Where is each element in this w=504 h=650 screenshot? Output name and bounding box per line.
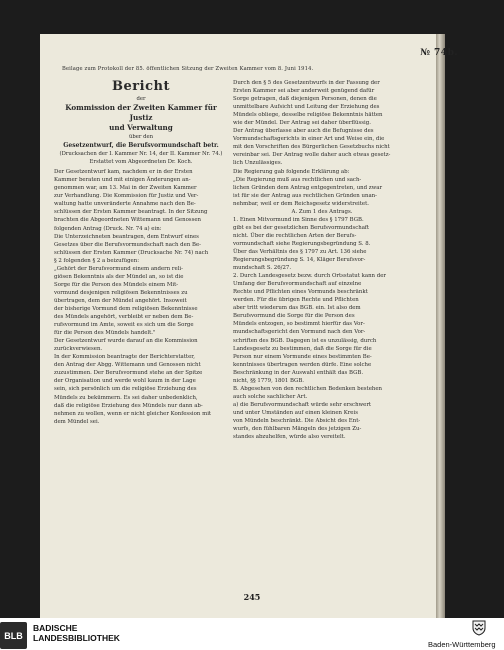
text-line: rufsvormund im Amte, soweit es sich um die Sorge (54, 322, 194, 329)
text-line: und unter Umständen auf einen kleinen Kreis (233, 409, 358, 416)
text-line: „Gehört der Berufsvormund einem andern reli- (54, 265, 183, 272)
text-line: Beschränkung in der Auswahl enthält das BGB. (233, 369, 364, 376)
text-line: Sorge getragen, daß diejenigen Personen, denen die (233, 96, 377, 103)
text-line: unmittelbare Aufsicht und Leitung der Erziehung des (233, 104, 380, 111)
text-line: 2. Durch Landesgesetz bezw. durch Ortsstatut kann der (233, 273, 386, 280)
text-line: folgenden Antrag (Druck. Nr. 74 a) ein: (54, 225, 162, 232)
text-line: Mündels obliege, desselbe religiöse Bekenntnis hätten (233, 112, 383, 119)
text-line: für die Person des Mündels handelt." (54, 330, 156, 337)
text-line: Umfang der Berufsvormundschaft auf einzelne (233, 281, 362, 288)
commission-title-2: und Verwaltung (109, 123, 173, 133)
text-line: Regierungsbegründung S. 14, Kläger Berufsvor- (233, 257, 366, 264)
text-line: Person nur einem Vormunde eines bestimmten Be- (233, 353, 372, 360)
text-line: Über das Verhältnis des § 1797 zu Art. 136 siehe (233, 248, 367, 255)
text-line: mit den Vorschriften des Bürgerlichen Gesetzbuchs nicht (233, 144, 390, 151)
text-line: standes abzuhelfen, würde also vereitelt. (233, 434, 346, 441)
text-line: lich Unzulässiges. (233, 160, 283, 167)
text-line: Landesgesetz zu bestimmen, daß die Sorge für die (233, 345, 372, 352)
text-line: zurückverwiesen. (54, 346, 103, 353)
left-column (54, 79, 228, 426)
text-line: In der Kommission beantragte der Berichterstatter, (54, 354, 195, 361)
blb-logo: BLB (0, 622, 27, 649)
text-line: dem Mündel sei. (54, 418, 100, 425)
text-line: Durch den § 5 des Gesetzentwurfs in der Fassung der (233, 80, 380, 86)
text-line: wie der Mündel. Der Antrag sei daher überflüssig. (233, 120, 371, 127)
section-a-heading: A. Zum 1 des Antrags. (291, 208, 353, 215)
text-line: nicht. Über die rechtlichen Arten der Berufs- (233, 232, 357, 239)
right-body-text (233, 79, 411, 208)
text-line: ist für sie der Antrag aus rechtlichen Gründen unan- (233, 192, 377, 199)
text-line: giösen Bekenntnis als der Mündel an, so ist die (54, 273, 184, 280)
page-edge (436, 34, 445, 618)
text-line: 1. Einen Mitvormund im Sinne des § 1797 BGB. (233, 216, 364, 223)
text-line: genommen war, am 13. Mai in der Zweiten Kammer (54, 185, 197, 192)
text-line: den Antrag der Abgg. Wittemann und Genossen nicht (54, 362, 201, 369)
text-line: schlüssen der Ersten Kammer (Drucksache Nr. 74) nach (54, 249, 209, 256)
text-line: a) die Berufsvormundschaft würde sehr erschwert (233, 401, 372, 408)
text-line: Der Antrag überlasse aber auch die Befugnisse des (233, 128, 374, 135)
beilage-line: Beilage zum Protokoll der 85. öffentlichen Sitzung der Zweiten Kammer vom 8. Juni 1914. (62, 66, 314, 72)
text-line: vereinbar sei. Der Antrag wolle daher auch etwas gesetz- (233, 152, 391, 159)
library-name (33, 623, 120, 643)
text-line: Mündels entzogen, so bestimmt hierfür das Vor- (233, 321, 365, 328)
text-line: Mündels zu bekümmern. Es sei daher unbedenklich, (54, 394, 198, 401)
text-line: Kammer beraten und mit einigen Änderungen an- (54, 177, 191, 184)
text-line: „Die Regierung muß aus rechtlichen und sach- (233, 176, 362, 183)
coat-of-arms-icon (470, 620, 488, 636)
text-line: wurfs, den fühlbaren Mängeln des jetzigen Zu- (233, 426, 362, 433)
text-line: aber tritt wiederum das BGB. ein. Ist also dem (233, 305, 361, 312)
text-line: zuzustimmen. Der Berufsvormund stehe an der Spitze (54, 370, 203, 377)
text-line: des Mündels angehört, verbleibt er neben dem Be- (54, 314, 194, 321)
text-line: vormund desjenigen religiösen Bekenntnisses zu (54, 289, 188, 296)
text-line: Die Regierung gab folgende Erklärung ab: (233, 168, 350, 175)
text-line: brachten die Abgeordneten Wittemann und Genossen (54, 217, 202, 224)
right-body-text-2 (233, 216, 411, 441)
text-line: Der Gesetzentwurf wurde darauf an die Kommission (54, 338, 198, 345)
text-line: der bisherige Vormund dem religiösen Bekenntnisse (54, 305, 198, 312)
page-number: 245 (243, 592, 261, 602)
text-line: Vormundschaftsgerichts in einer Art und Weise ein, die (233, 136, 385, 143)
text-line: zur Verhandlung. Die Kommission für Justiz und Ver- (54, 193, 199, 200)
text-line: mundschaftsgericht den Vormund nach den Vor- (233, 329, 366, 336)
text-line: schriften des BGB. Dagegen ist es unzulässig, durch (233, 337, 377, 344)
der-line: der (136, 96, 146, 102)
text-line: waltung hatte unveränderte Annahme nach den Be- (54, 201, 196, 208)
text-line: mundschaft S. 26/27. (233, 265, 292, 272)
text-line: Der Gesetzentwurf kam, nachdem er in der Ersten (54, 169, 193, 176)
text-line: § 2 folgenden § 2 a beizufügen: (54, 257, 140, 264)
state-name: Baden-Württemberg (428, 640, 496, 649)
document-number: № 74b. (420, 48, 458, 58)
text-line: vormundschaft siehe Regierungsbegründung S. 8. (233, 240, 371, 247)
text-line: lichen Gründen dem Antrag entgegentreten, und zwar (233, 184, 383, 191)
library-line-2: LANDESBIBLIOTHEK (33, 633, 120, 643)
text-line: daß die religiöse Erziehung des Mündels nur dann ab- (54, 402, 203, 409)
text-line: B. Abgesehen von den rechtlichen Bedenken bestehen (233, 385, 383, 392)
text-line: Berufsvormund die Sorge für die Person des (233, 313, 355, 320)
text-line: werden. Für die übrigen Rechte und Pflichten (233, 297, 359, 304)
left-body-text (54, 168, 228, 426)
drucksachen-line: (Drucksachen der I. Kammer Nr. 14, der II. Kammer Nr. 74.) (59, 151, 223, 158)
text-line: Rechte und Pflichten eines Vormunds beschränkt (233, 289, 368, 296)
right-column (233, 79, 411, 441)
text-line: Ersten Kammer sei aber anderweit genügend dafür (233, 88, 375, 95)
text-line: schlüssen der Ersten Kammer beantragt. In der Sitzung (54, 209, 208, 216)
text-line: nicht, §§ 1779, 1801 BGB. (233, 377, 305, 384)
text-line: übertragen, dem der Mündel angehört. Insoweit (54, 297, 187, 304)
text-line: nehmen zu wollen, wenn er nicht gleicher Konfession mit (54, 410, 212, 417)
report-heading: Bericht (112, 79, 170, 94)
text-line: von Mündeln beschränkt. Die Absicht des Ent- (233, 417, 361, 424)
bill-title: Gesetzentwurf, die Berufsvormundschaft betr. (63, 142, 219, 150)
text-line: Die Unterzeichneten beantragen, dem Entwurf eines (54, 233, 199, 240)
text-line: sein, sich persönlich um die religiöse Erziehung des (54, 386, 197, 393)
text-line: Gesetzes über die Berufsvormundschaft nach den Be- (54, 241, 201, 248)
library-line-1: BADISCHE (33, 623, 78, 633)
commission-title: Kommission der Zweiten Kammer für Justiz (65, 103, 217, 123)
erstatter-line: Erstattet vom Abgeordneten Dr. Koch. (89, 159, 193, 166)
text-line: kenntnisses übertragen werden dürfe. Eine solche (233, 361, 372, 368)
text-line: auch solche sachlicher Art. (233, 393, 308, 400)
text-line: Sorge für die Person des Mündels einem Mit- (54, 281, 179, 288)
text-line: gibt es bei der gesetzlichen Berufsvormundschaft (233, 224, 370, 231)
text-line: nehmbar, weil er dem Reichsgesetz widerstreitet. (233, 200, 369, 207)
text-line: der Organisation und werde wohl kaum in der Lage (54, 378, 196, 385)
ueber-line: über den (128, 134, 154, 141)
